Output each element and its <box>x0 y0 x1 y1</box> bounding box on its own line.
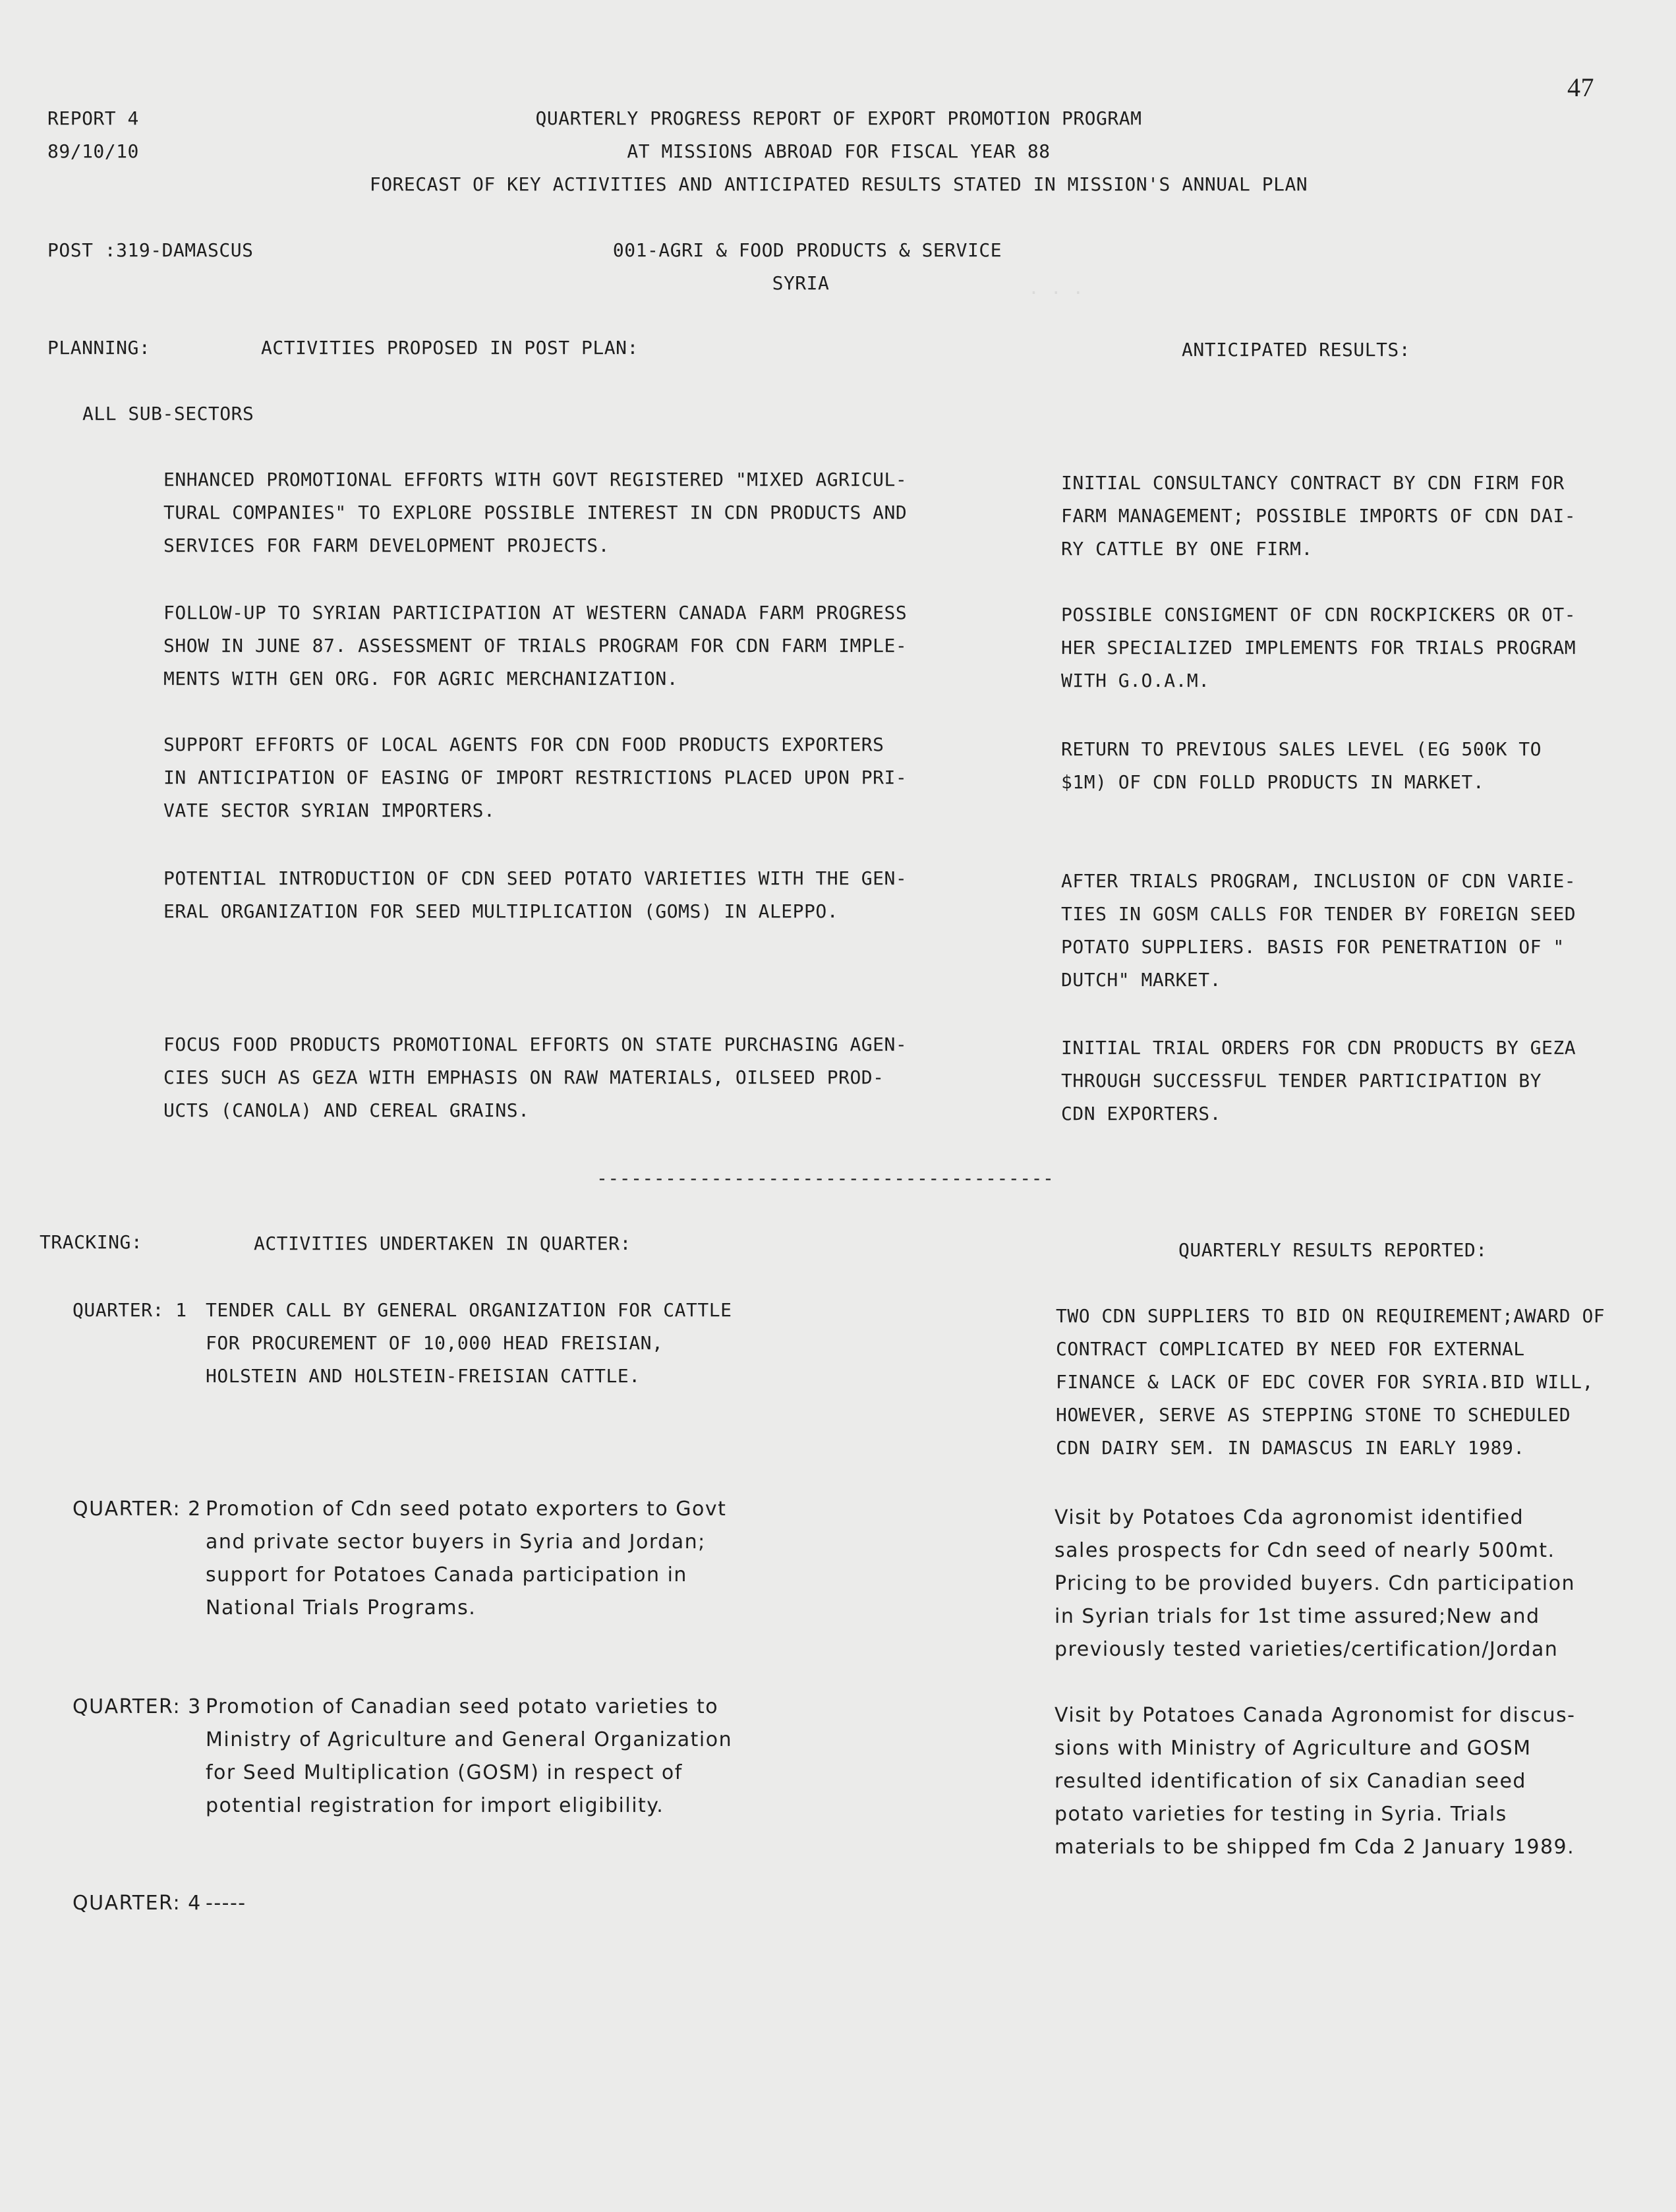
text-line: RETURN TO PREVIOUS SALES LEVEL (EG 500K TO <box>1061 738 1542 760</box>
text-line: DUTCH" MARKET. <box>1061 969 1222 991</box>
quarter-label: QUARTER: 3 <box>72 1695 202 1718</box>
text-line: sions with Ministry of Agriculture and GOSM <box>1055 1737 1532 1760</box>
text-line: for Seed Multiplication (GOSM) in respect of <box>206 1761 683 1784</box>
anticipated-result <box>1061 733 1542 799</box>
text-line: ENHANCED PROMOTIONAL EFFORTS WITH GOVT REGISTERED "MIXED AGRICUL- <box>163 469 908 490</box>
text-line: ERAL ORGANIZATION FOR SEED MULTIPLICATION (GOMS) IN ALEPPO. <box>163 900 839 922</box>
text-line: MENTS WITH GEN ORG. FOR AGRIC MERCHANIZATION. <box>163 668 679 689</box>
text-line: HER SPECIALIZED IMPLEMENTS FOR TRIALS PROGRAM <box>1061 637 1576 658</box>
text-line: sales prospects for Cdn seed of nearly 500mt. <box>1055 1539 1555 1562</box>
text-line: and private sector buyers in Syria and Jordan; <box>206 1530 706 1554</box>
planned-activity <box>163 728 907 827</box>
text-line: CDN DAIRY SEM. IN DAMASCUS IN EARLY 1989. <box>1056 1437 1525 1459</box>
text-line: resulted identification of six Canadian seed <box>1055 1770 1526 1793</box>
section-separator: ---------------------------------------- <box>596 1167 1055 1189</box>
quarter-activity <box>206 1493 726 1625</box>
text-line: HOWEVER, SERVE AS STEPPING STONE TO SCHEDULED <box>1056 1404 1571 1426</box>
planned-activity <box>163 1028 907 1127</box>
text-line: CDN EXPORTERS. <box>1061 1103 1222 1124</box>
text-line: THROUGH SUCCESSFUL TENDER PARTICIPATION BY <box>1061 1070 1542 1091</box>
planned-activity <box>163 463 907 562</box>
text-line: Promotion of Cdn seed potato exporters to Govt <box>206 1498 727 1521</box>
text-line: National Trials Programs. <box>206 1596 477 1619</box>
text-line: Visit by Potatoes Cda agronomist identified <box>1055 1506 1524 1529</box>
text-line: RY CATTLE BY ONE FIRM. <box>1061 538 1313 560</box>
text-line: in Syrian trials for 1st time assured;New and <box>1055 1605 1540 1628</box>
text-line: Visit by Potatoes Canada Agronomist for discus- <box>1055 1704 1576 1727</box>
country-label: SYRIA <box>772 272 830 294</box>
subsector-label: ALL SUB-SECTORS <box>82 403 254 424</box>
text-line: SERVICES FOR FARM DEVELOPMENT PROJECTS. <box>163 535 610 556</box>
quarter-result <box>1055 1501 1575 1666</box>
text-line: TWO CDN SUPPLIERS TO BID ON REQUIREMENT;AWARD OF <box>1056 1305 1605 1327</box>
report-title-line-1: QUARTERLY PROGRESS REPORT OF EXPORT PROMOTION PROGRAM <box>535 107 1142 129</box>
text-line: VATE SECTOR SYRIAN IMPORTERS. <box>163 800 496 821</box>
tracking-results-heading: QUARTERLY RESULTS REPORTED: <box>1178 1239 1488 1261</box>
text-line: POTENTIAL INTRODUCTION OF CDN SEED POTATO VARIETIES WITH THE GEN- <box>163 867 908 889</box>
text-line: HOLSTEIN AND HOLSTEIN-FREISIAN CATTLE. <box>206 1365 641 1387</box>
page-number: 47 <box>1567 73 1594 102</box>
tracking-activities-heading: ACTIVITIES UNDERTAKEN IN QUARTER: <box>254 1233 631 1254</box>
text-line: TENDER CALL BY GENERAL ORGANIZATION FOR CATTLE <box>206 1299 732 1321</box>
text-line: potential registration for import eligibility. <box>206 1794 664 1817</box>
report-date: 89/10/10 <box>47 140 139 162</box>
anticipated-result <box>1061 1032 1576 1130</box>
bleed-through: . . . <box>1028 277 1084 299</box>
quarter-activity <box>206 1887 246 1920</box>
text-line: Ministry of Agriculture and General Organization <box>206 1728 733 1751</box>
anticipated-result <box>1061 598 1576 697</box>
text-line: CONTRACT COMPLICATED BY NEED FOR EXTERNAL <box>1056 1338 1525 1360</box>
anticipated-result <box>1061 865 1576 997</box>
planned-activity <box>163 597 907 695</box>
sector-label: 001-AGRI & FOOD PRODUCTS & SERVICE <box>612 239 1002 261</box>
text-line: CIES SUCH AS GEZA WITH EMPHASIS ON RAW MATERIALS, OILSEED PROD- <box>163 1066 884 1088</box>
text-line: Pricing to be provided buyers. Cdn participation <box>1055 1572 1576 1595</box>
text-line: WITH G.O.A.M. <box>1061 670 1210 691</box>
text-line: $1M) OF CDN FOLLD PRODUCTS IN MARKET. <box>1061 771 1485 793</box>
text-line: FOCUS FOOD PRODUCTS PROMOTIONAL EFFORTS ON STATE PURCHASING AGEN- <box>163 1033 908 1055</box>
text-line: SHOW IN JUNE 87. ASSESSMENT OF TRIALS PROGRAM FOR CDN FARM IMPLE- <box>163 635 908 656</box>
report-title-line-2: AT MISSIONS ABROAD FOR FISCAL YEAR 88 <box>627 140 1051 162</box>
text-line: ----- <box>206 1892 246 1915</box>
text-line: Promotion of Canadian seed potato varieties to <box>206 1695 719 1718</box>
planning-results-heading: ANTICIPATED RESULTS: <box>1182 339 1411 361</box>
planned-activity <box>163 862 907 928</box>
quarter-activity <box>206 1294 732 1393</box>
planning-label: PLANNING: <box>47 337 151 359</box>
text-line: SUPPORT EFFORTS OF LOCAL AGENTS FOR CDN FOOD PRODUCTS EXPORTERS <box>163 734 884 755</box>
text-line: TIES IN GOSM CALLS FOR TENDER BY FOREIGN SEED <box>1061 903 1576 925</box>
report-title-line-3: FORECAST OF KEY ACTIVITIES AND ANTICIPATED RESULTS STATED IN MISSION'S ANNUAL PLAN <box>369 173 1308 195</box>
text-line: POSSIBLE CONSIGMENT OF CDN ROCKPICKERS OR OT- <box>1061 604 1576 626</box>
text-line: FINANCE & LACK OF EDC COVER FOR SYRIA.BID WILL, <box>1056 1371 1594 1393</box>
text-line: INITIAL CONSULTANCY CONTRACT BY CDN FIRM FOR <box>1061 472 1565 494</box>
quarter-result <box>1056 1300 1605 1465</box>
post-label: POST :319-DAMASCUS <box>47 239 254 261</box>
planning-activities-heading: ACTIVITIES PROPOSED IN POST PLAN: <box>261 337 639 359</box>
text-line: IN ANTICIPATION OF EASING OF IMPORT RESTRICTIONS PLACED UPON PRI- <box>163 767 908 788</box>
text-line: UCTS (CANOLA) AND CEREAL GRAINS. <box>163 1099 530 1121</box>
text-line: TURAL COMPANIES" TO EXPLORE POSSIBLE INTEREST IN CDN PRODUCTS AND <box>163 502 908 523</box>
text-line: support for Potatoes Canada participation in <box>206 1563 687 1586</box>
text-line: FOLLOW-UP TO SYRIAN PARTICIPATION AT WESTERN CANADA FARM PROGRESS <box>163 602 908 624</box>
report-label: REPORT 4 <box>47 107 139 129</box>
anticipated-result <box>1061 467 1576 566</box>
text-line: POTATO SUPPLIERS. BASIS FOR PENETRATION OF " <box>1061 936 1565 958</box>
text-line: FOR PROCUREMENT OF 10,000 HEAD FREISIAN, <box>206 1332 664 1354</box>
quarter-result <box>1055 1699 1575 1864</box>
quarter-activity <box>206 1691 732 1822</box>
text-line: INITIAL TRIAL ORDERS FOR CDN PRODUCTS BY GEZA <box>1061 1037 1576 1059</box>
text-line: potato varieties for testing in Syria. Trials <box>1055 1803 1507 1826</box>
quarter-label: QUARTER: 4 <box>72 1892 202 1915</box>
quarter-label: QUARTER: 1 <box>72 1299 187 1321</box>
text-line: previously tested varieties/certification/Jordan <box>1055 1638 1559 1661</box>
text-line: AFTER TRIALS PROGRAM, INCLUSION OF CDN VARIE- <box>1061 870 1576 892</box>
text-line: materials to be shipped fm Cda 2 January 1989. <box>1055 1836 1575 1859</box>
text-line: FARM MANAGEMENT; POSSIBLE IMPORTS OF CDN DAI- <box>1061 505 1576 527</box>
tracking-label: TRACKING: <box>40 1231 143 1253</box>
quarter-label: QUARTER: 2 <box>72 1498 202 1521</box>
